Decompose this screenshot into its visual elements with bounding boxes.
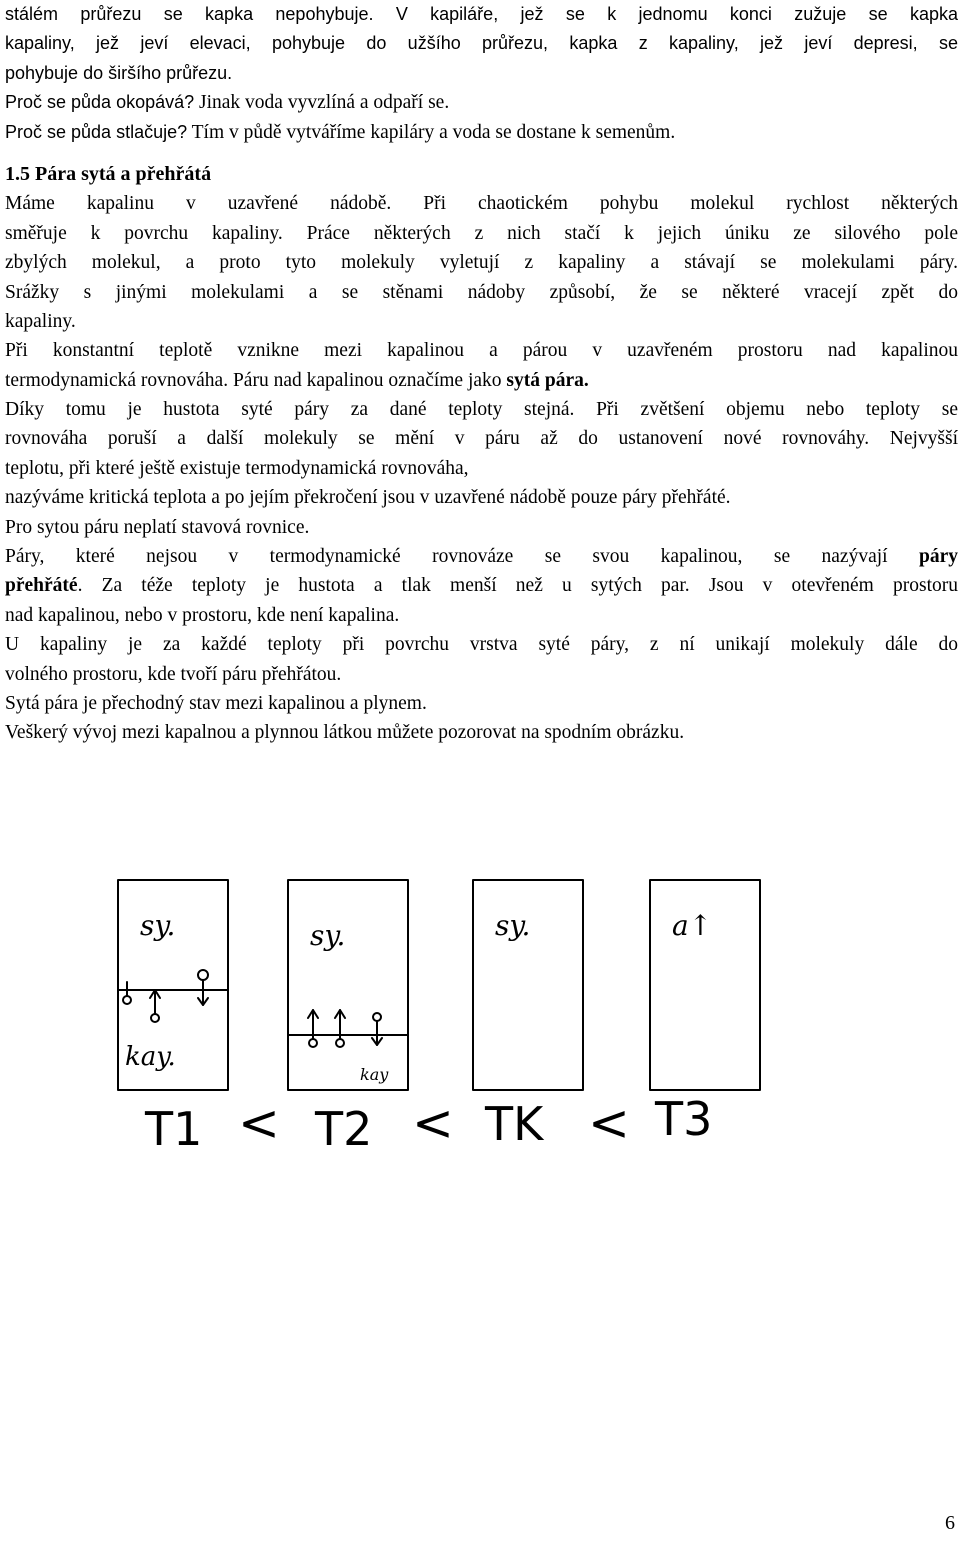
- text-line: Sytá pára je přechodný stav mezi kapalinou a plynem.: [5, 692, 427, 714]
- molecule-arrow-icon: [308, 1010, 318, 1047]
- temperature-label: TK: [485, 1097, 544, 1151]
- temperature-label: T2: [315, 1102, 373, 1156]
- text-line: volného prostoru, kde tvoří páru přehřátou.: [5, 663, 342, 685]
- molecule-arrow-icon: [198, 970, 208, 1005]
- text-line: kapaliny.: [5, 310, 76, 332]
- comparison-sign: <: [412, 1094, 454, 1152]
- text-line: [5, 571, 958, 600]
- text-line: nad kapalinou, nebo v prostoru, kde není kapalina.: [5, 604, 400, 626]
- term-sata-para: sytá pára.: [506, 369, 589, 391]
- text-run: termodynamická rovnováha. Páru nad kapalinou označíme jako: [5, 369, 507, 391]
- text-run: . Za téže teploty je hustota a tlak menší než u sytých par. Jsou v otevřeném prostoru: [77, 575, 958, 597]
- text-line: směřuje k povrchu kapaliny. Práce některých z nich stačí k jejich úniku ze silového pole: [5, 222, 958, 244]
- liquid-label: kay.: [125, 1042, 176, 1072]
- temperature-label: T3: [655, 1092, 713, 1146]
- text-line: Srážky s jinými molekulami a se stěnami nádoby způsobí, že se některé vracejí zpět do: [5, 281, 958, 303]
- section-heading: 1.5 Pára sytá a přehřátá: [5, 162, 212, 185]
- text-line: [5, 366, 958, 395]
- question-text: Proč se půda stlačuje?: [5, 121, 188, 142]
- vessel-label: sy.: [310, 919, 346, 952]
- vessels-figure: [0, 850, 960, 1170]
- text-line: Při konstantní teplotě vznikne mezi kapalinou a párou v uzavřeném prostoru nad kapalinou: [5, 340, 958, 362]
- question-line: [5, 88, 958, 117]
- answer-text: Tím v půdě vytváříme kapiláry a voda se dostane k semenům.: [187, 121, 676, 143]
- term-pary: páry: [919, 546, 958, 568]
- molecule-arrow-icon: [150, 990, 160, 1022]
- text-line: Pro sytou páru neplatí stavová rovnice.: [5, 516, 310, 538]
- text-line: pohybuje do širšího průřezu.: [5, 62, 233, 83]
- term-prehrate: přehřáté: [5, 575, 78, 597]
- comparison-sign: <: [238, 1094, 280, 1152]
- text-line: stálém průřezu se kapka nepohybuje. V kapiláře, jež se k jednomu konci zužuje se kapka: [5, 4, 958, 24]
- vessel-label: sy.: [495, 909, 531, 942]
- text-line: kapaliny, jež jeví elevaci, pohybuje do užšího průřezu, kapka z kapaliny, jež jeví depresi, se: [5, 33, 958, 54]
- vessel-outline: [288, 880, 408, 1090]
- text-line: zbylých molekul, a proto tyto molekuly vyletují z kapaliny a stávají se molekulami páry.: [5, 252, 958, 274]
- vessel-label: sy.: [140, 909, 176, 942]
- molecule-arrow-icon: [335, 1010, 345, 1047]
- vessel-label: a↑: [672, 909, 713, 942]
- temperature-label: T1: [145, 1102, 203, 1156]
- text-line: Díky tomu je hustota syté páry za dané teploty stejná. Při zvětšení objemu nebo teploty se: [5, 399, 958, 421]
- text-line: nazýváme kritická teplota a po jejím překročení jsou v uzavřené nádobě pouze páry přehřáté.: [5, 487, 731, 509]
- page-number: 6: [945, 1512, 955, 1534]
- vessel-2: [288, 880, 408, 1090]
- text-line: U kapaliny je za každé teploty při povrchu vrstva syté páry, z ní unikají molekuly dále do: [5, 634, 958, 656]
- page-text: [5, 0, 958, 748]
- text-line: teplotu, při které ještě existuje termodynamická rovnováha,: [5, 457, 469, 479]
- answer-text: Jinak voda vyvzlíná a odpaří se.: [194, 92, 450, 114]
- text-run: Páry, které nejsou v termodynamické rovnováze se svou kapalinou, se nazývají: [5, 546, 919, 568]
- text-line: Máme kapalinu v uzavřené nádobě. Při chaotickém pohybu molekul rychlost některých: [5, 193, 958, 215]
- comparison-sign: <: [588, 1094, 630, 1152]
- question-line: [5, 118, 958, 147]
- question-text: Proč se půda okopává?: [5, 92, 195, 113]
- text-line: [5, 542, 958, 571]
- molecule-arrow-icon: [372, 1013, 382, 1045]
- molecule-arrow-icon: [123, 982, 131, 1004]
- liquid-label: kay: [360, 1065, 389, 1084]
- text-line: rovnováha poruší a další molekuly se mění v páru až do ustanovení nové rovnováhy. Nejvyšší: [5, 428, 958, 450]
- text-line: Veškerý vývoj mezi kapalnou a plynnou látkou můžete pozorovat na spodním obrázku.: [5, 722, 685, 744]
